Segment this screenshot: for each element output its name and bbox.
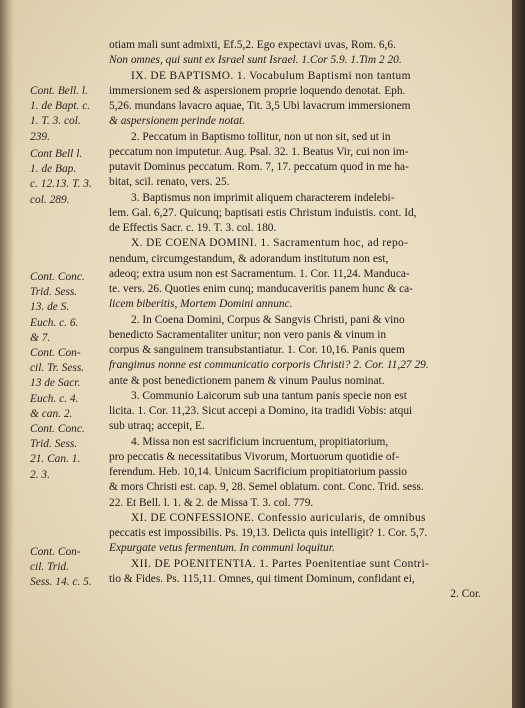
- text-line: licita. 1. Cor. 11,23. Sicut accepi a Domino, ita tradidi Vobis: atqui: [109, 405, 413, 417]
- margin-note-line: 1. de Bap.: [30, 163, 77, 176]
- margin-note-baptism: [30, 84, 106, 145]
- text-line: 2. In Coena Domini, Corpus & Sangvis Christi, pani & vino: [131, 313, 405, 326]
- text-line: licem biberitis, Mortem Domini annunc.: [109, 298, 293, 311]
- text-line: 4. Missa non est sacrificium incruentum, propitiatorium,: [131, 435, 389, 448]
- margin-note-line: Cont. Bell. l.: [30, 85, 88, 97]
- section-heading-confessione: XI. DE CONFESSIONE. Confessio auricularis, de omnibus: [131, 511, 426, 524]
- text-line: & aspersionem perinde notat.: [109, 115, 246, 128]
- margin-note-line: Euch. c. 4.: [30, 392, 79, 405]
- text-line: 22. Et Bell. l. 1. & 2. de Missa T. 3. col. 779.: [109, 496, 314, 509]
- text-line: immersionem sed & aspersionem proprie loquendo denotat. Eph.: [109, 84, 406, 97]
- text-line: Expurgate vetus fermentum. In communi loquitur.: [109, 542, 335, 555]
- margin-note-line: 1. T. 3. col.: [30, 115, 81, 128]
- margin-note-line: 13 de Sacr.: [30, 377, 81, 390]
- margin-note-line: cil. Trid.: [30, 561, 69, 574]
- section-heading-baptismo: IX. DE BAPTISMO. 1. Vocabulum Baptismi non tantum: [131, 69, 411, 82]
- margin-note-line: 2. 3.: [30, 468, 50, 481]
- text-line: 3. Communio Laicorum sub una tantum panis specie non est: [131, 389, 407, 402]
- text-line: ferendum. Heb. 10,14. Unicum Sacrificium propitiatorium passio: [109, 466, 407, 478]
- page-gutter-shadow: [0, 0, 14, 708]
- margin-note-line: Trid. Sess.: [30, 438, 78, 451]
- margin-note-line: 1. de Bapt. c.: [30, 100, 91, 113]
- text-line: de Effectis Sacr. c. 19. T. 3. col. 180.: [109, 222, 277, 234]
- text-line: 3. Baptismus non imprimit aliquem characterem indelebi-: [131, 191, 395, 204]
- text-line: nendum, circumgestandum, & adorandum institutum non est,: [109, 252, 389, 265]
- catchword: 2. Cor.: [450, 588, 481, 600]
- text-line: corpus & sanguinem transubstantiatur. 1. Cor. 10,16. Panis quem: [109, 344, 405, 356]
- text-line: pro peccatis & necessitatibus Vivorum, Mortuorum quotidie of-: [109, 450, 400, 463]
- margin-note-line: Cont. Conc.: [30, 423, 85, 436]
- text-line: lem. Gal. 6,27. Quicunq; baptisati estis Christum induistis. cont. Id,: [109, 206, 417, 219]
- text-line: peccatum non imputetur. Aug. Psal. 32. 1. Beatus Vir, cui non im-: [109, 145, 409, 158]
- text-line: & mors Christi est. cap. 9, 28. Semel oblatum. cont. Conc. Trid. sess.: [109, 481, 424, 494]
- margin-note-line: Cont Bell l.: [30, 148, 83, 160]
- text-line: otiam mali sunt admixti, Ef.5,2. Ego expectavi uvas, Rom. 6,6.: [109, 39, 396, 51]
- book-spine-edge: [512, 0, 525, 708]
- text-line: ante & post benedictionem panem & vinum Paulus nominat.: [109, 374, 385, 387]
- margin-note-line: 239.: [30, 130, 50, 143]
- text-line: tio & Fides. Ps. 115,11. Omnes, qui timent Dominum, confidant ei,: [109, 572, 415, 585]
- section-heading-poenitentia: XII. DE POENITENTIA. 1. Partes Poenitentiae sunt Contri-: [131, 557, 430, 570]
- margin-note-line: Sess. 14. c. 5.: [30, 576, 92, 589]
- section-heading-coena-domini: X. DE COENA DOMINI. 1. Sacramentum hoc, ad repo-: [131, 237, 409, 250]
- margin-note-line: c. 12.13. T. 3.: [30, 178, 92, 191]
- margin-note-confession: [30, 545, 106, 591]
- margin-note-line: Euch. c. 6.: [30, 316, 79, 329]
- margin-note-line: Cont. Conc.: [30, 271, 85, 283]
- text-line: benedicto Sacramentaliter unitur; non vero panis & vinum in: [109, 328, 387, 341]
- text-line: 2. Peccatum in Baptismo tollitur, non ut non sit, sed ut in: [131, 130, 391, 143]
- margin-note-line: Trid. Sess.: [30, 286, 78, 299]
- text-line: peccatis est impossibilis. Ps. 19,13. Delicta quis intelligit? 1. Cor. 5,7.: [109, 527, 428, 539]
- text-line: te. vers. 26. Quoties enim cunq; manducaveritis panem hunc & ca-: [109, 283, 413, 295]
- text-line: frangimus nonne est communicatio corporis Christi? 2. Cor. 11,27 29.: [109, 359, 429, 372]
- margin-note-coena: [30, 270, 106, 483]
- text-line: putavit Dominus peccatum. Rom. 7, 17. peccatum quod in me ha-: [109, 161, 409, 173]
- margin-note-baptism-2: [30, 147, 106, 208]
- margin-note-line: & can. 2.: [30, 407, 73, 420]
- margin-note-line: Cont. Con-: [30, 347, 81, 360]
- text-line: adeoq; extra usum non est Sacramentum. 1. Cor. 11,24. Manduca-: [109, 267, 410, 280]
- margin-note-line: cil. Tr. Sess.: [30, 362, 85, 375]
- margin-note-line: 13. de S.: [30, 301, 70, 314]
- margin-note-line: col. 289.: [30, 193, 70, 206]
- main-text-column: [109, 38, 481, 602]
- text-line: Non omnes, qui sunt ex Israel sunt Israel. 1.Cor 5.9. 1.Tim 2 20.: [109, 54, 402, 67]
- margin-note-line: & 7.: [30, 331, 51, 344]
- text-line: sub utraq; accepit, E.: [109, 420, 205, 433]
- text-line: bitat, scil. renato, vers. 25.: [109, 176, 230, 189]
- text-line: 5,26. mundans lavacro aquae, Tit. 3,5 Ubi lavacrum immersionem: [109, 100, 411, 112]
- margin-note-line: 21. Can. 1.: [30, 453, 81, 466]
- margin-note-line: Cont. Con-: [30, 546, 81, 558]
